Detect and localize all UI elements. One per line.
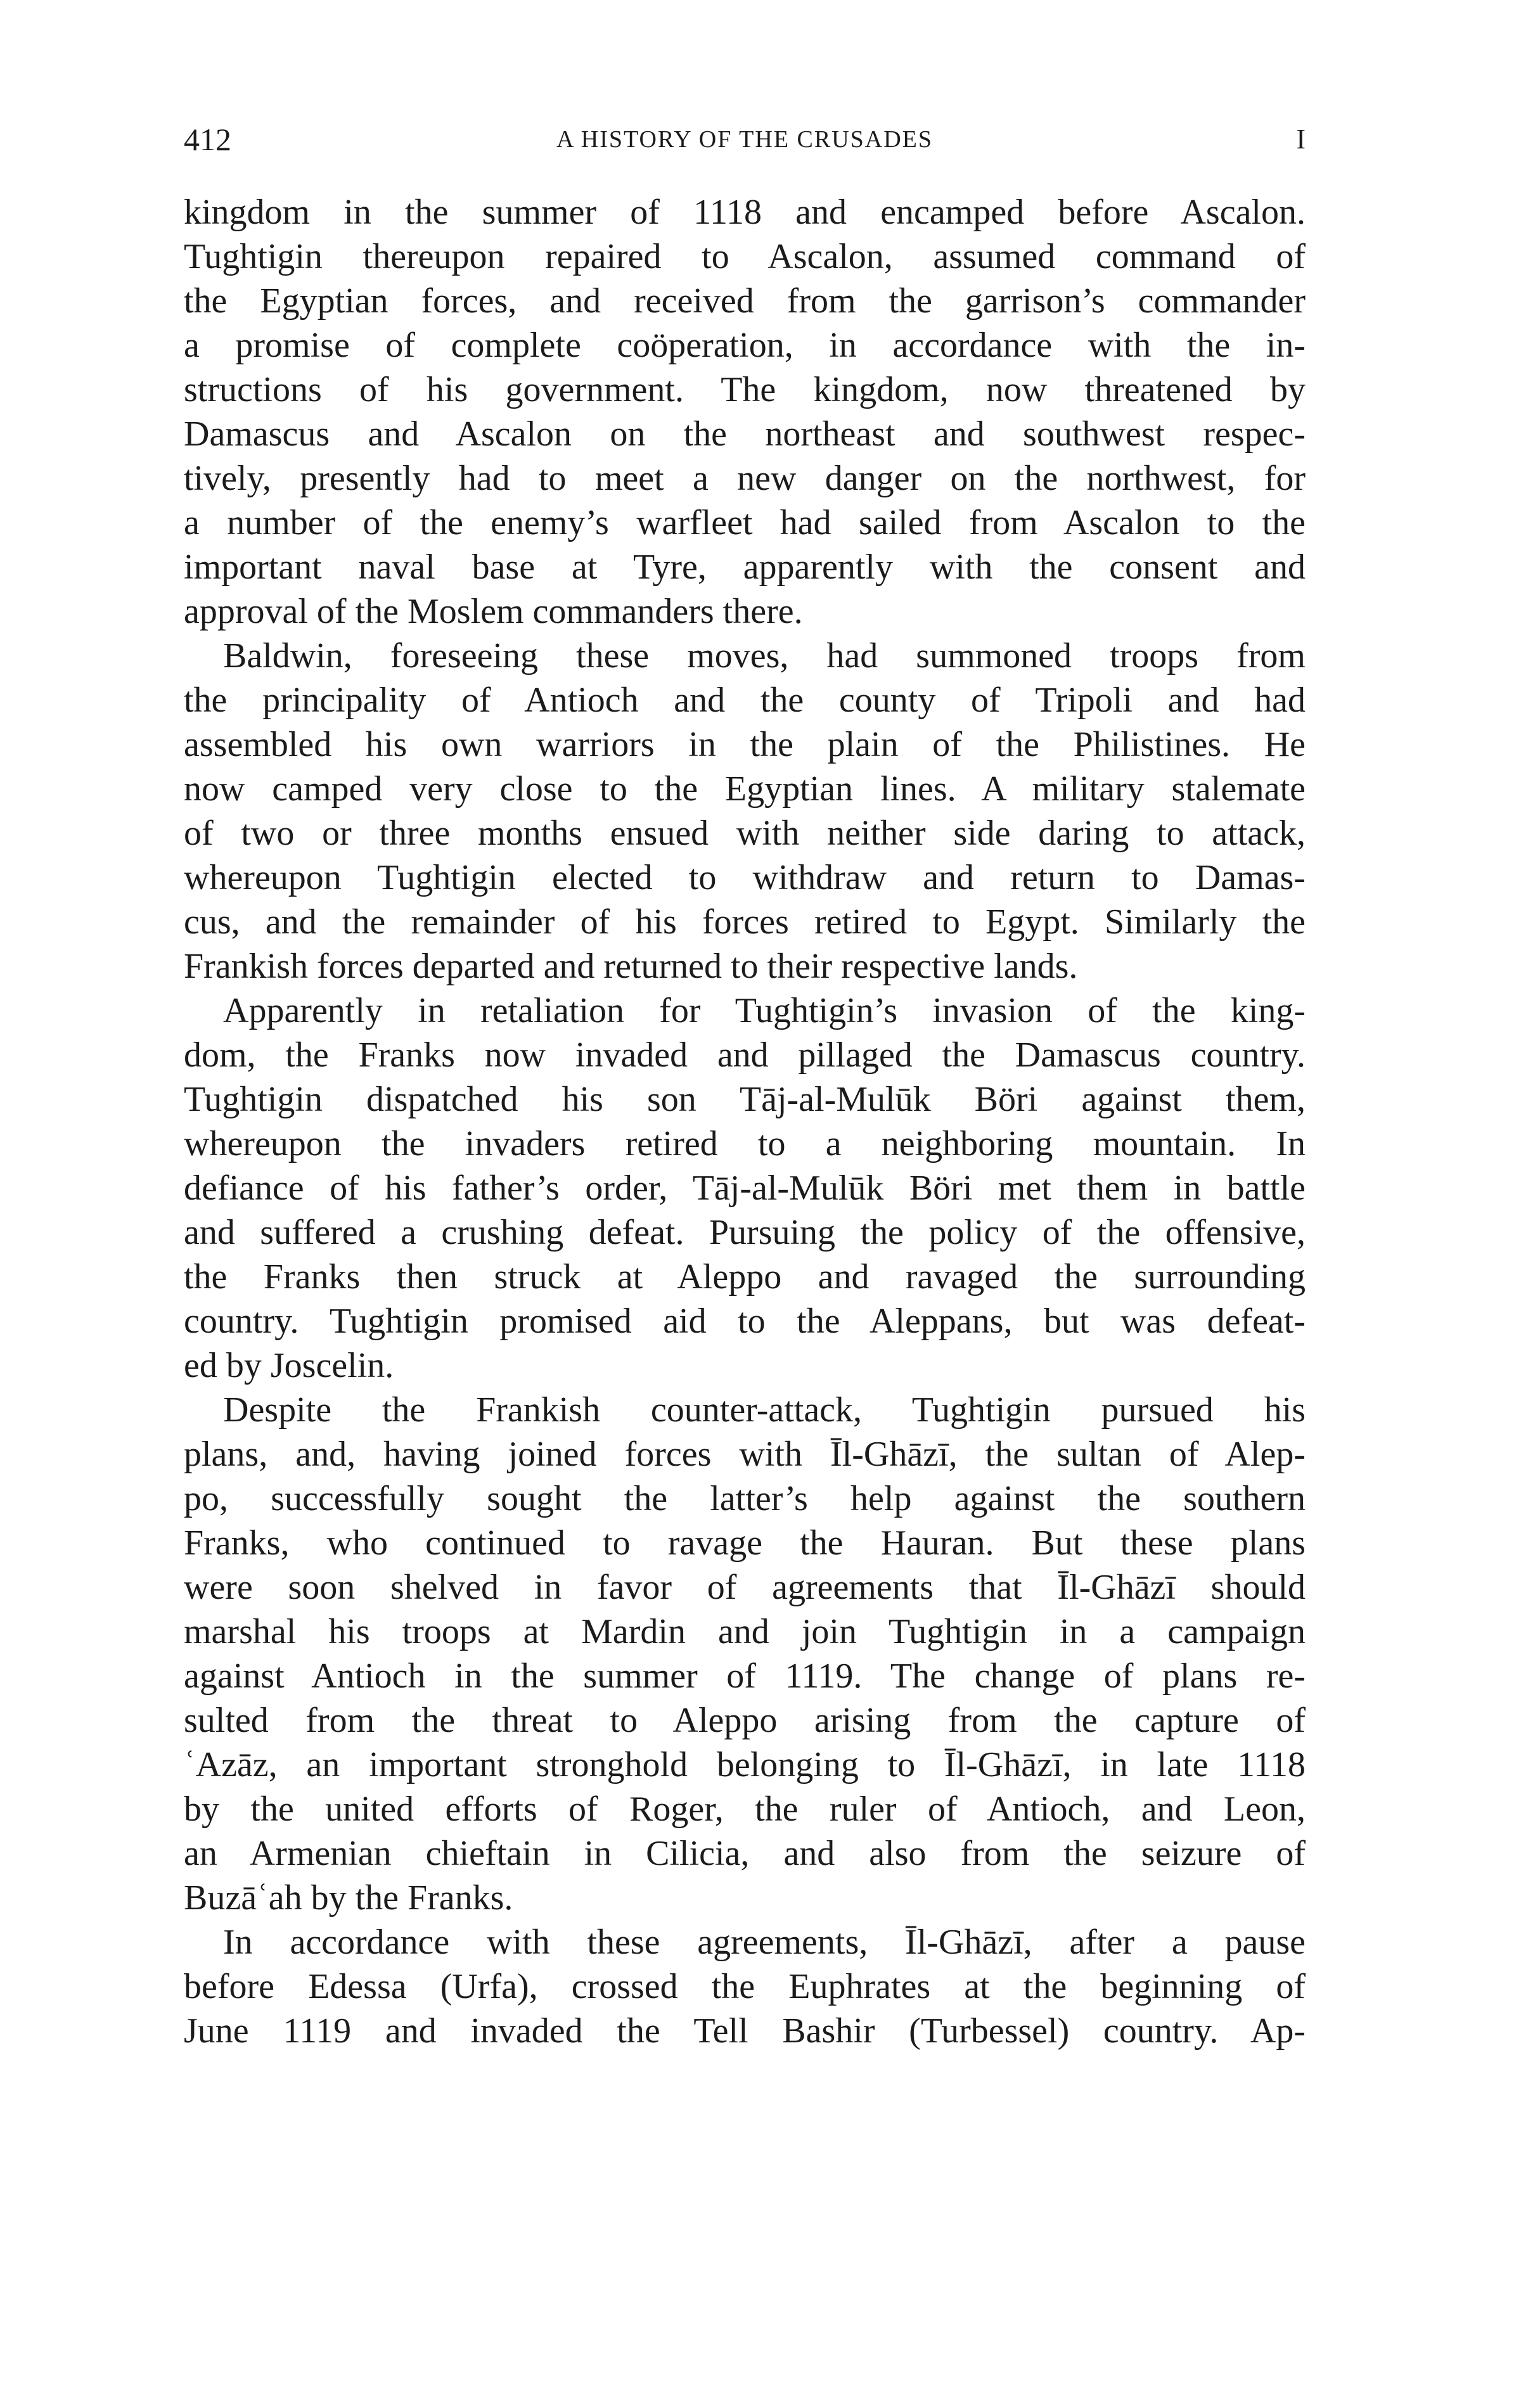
text-line: Franks, who continued to ravage the Hauran. But these plans [184, 1523, 1306, 1563]
text-line: a number of the enemy’s warfleet had sailed from Ascalon to the [184, 503, 1306, 542]
text-line: were soon shelved in favor of agreements that Īl-Ghāzī should [184, 1568, 1306, 1607]
running-title: A HISTORY OF THE CRUSADES [556, 126, 934, 153]
running-head [184, 120, 1306, 158]
text-line: and suffered a crushing defeat. Pursuing the policy of the offensive, [184, 1213, 1306, 1252]
text-line: a promise of complete coöperation, in accordance with the in- [184, 326, 1306, 365]
body-text [184, 190, 1306, 2053]
text-line: marshal his troops at Mardin and join Tughtigin in a campaign [184, 1612, 1306, 1651]
page-number: 412 [184, 122, 231, 157]
text-line: Despite the Frankish counter-attack, Tughtigin pursued his [223, 1390, 1306, 1430]
text-line: sulted from the threat to Aleppo arising from the capture of [184, 1701, 1306, 1740]
text-line: the Egyptian forces, and received from the garrison’s commander [184, 281, 1306, 321]
text-line: Frankish forces departed and returned to their respective lands. [184, 947, 1078, 986]
text-line: June 1119 and invaded the Tell Bashir (Turbessel) country. Ap- [184, 2011, 1306, 2051]
text-line: po, successfully sought the latter’s help against the southern [184, 1479, 1306, 1518]
text-line: In accordance with these agreements, Īl-Ghāzī, after a pause [223, 1923, 1306, 1962]
text-line: against Antioch in the summer of 1119. The change of plans re- [184, 1656, 1306, 1696]
text-line: Tughtigin thereupon repaired to Ascalon, assumed command of [184, 237, 1306, 276]
text-line: ʿAzāz, an important stronghold belonging to Īl-Ghāzī, in late 1118 [184, 1745, 1306, 1784]
text-line: the principality of Antioch and the county of Tripoli and had [184, 681, 1306, 720]
text-line: now camped very close to the Egyptian lines. A military stalemate [184, 769, 1306, 809]
text-line: country. Tughtigin promised aid to the Aleppans, but was defeat- [184, 1302, 1306, 1341]
text-line: dom, the Franks now invaded and pillaged the Damascus country. [184, 1035, 1306, 1075]
text-line: plans, and, having joined forces with Īl-Ghāzī, the sultan of Alep- [184, 1435, 1306, 1474]
text-line: approval of the Moslem commanders there. [184, 592, 803, 631]
text-line: Tughtigin dispatched his son Tāj-al-Mulūk Böri against them, [184, 1080, 1306, 1119]
text-line: Buzāʿah by the Franks. [184, 1878, 513, 1918]
text-line: whereupon the invaders retired to a neighboring mountain. In [184, 1124, 1306, 1163]
text-line: whereupon Tughtigin elected to withdraw and return to Damas- [184, 858, 1306, 897]
text-line: important naval base at Tyre, apparently with the consent and [184, 548, 1306, 587]
text-line: assembled his own warriors in the plain of the Philistines. He [184, 725, 1306, 764]
text-line: tively, presently had to meet a new danger on the northwest, for [184, 459, 1306, 498]
text-line: by the united efforts of Roger, the ruler of Antioch, and Leon, [184, 1790, 1306, 1829]
text-line: defiance of his father’s order, Tāj-al-Mulūk Böri met them in battle [184, 1169, 1306, 1208]
text-line: ed by Joscelin. [184, 1346, 394, 1385]
text-line: Apparently in retaliation for Tughtigin’s invasion of the king- [223, 991, 1306, 1030]
text-line: Damascus and Ascalon on the northeast and southwest respec- [184, 414, 1306, 454]
text-line: the Franks then struck at Aleppo and ravaged the surrounding [184, 1257, 1306, 1297]
volume-number: I [1296, 124, 1306, 155]
text-line: cus, and the remainder of his forces retired to Egypt. Similarly the [184, 902, 1306, 942]
text-line: of two or three months ensued with neither side daring to attack, [184, 814, 1306, 853]
text-line: Baldwin, foreseeing these moves, had summoned troops from [223, 636, 1306, 676]
text-line: before Edessa (Urfa), crossed the Euphrates at the beginning of [184, 1967, 1306, 2006]
text-line: kingdom in the summer of 1118 and encamped before Ascalon. [184, 193, 1306, 232]
text-line: an Armenian chieftain in Cilicia, and also from the seizure of [184, 1834, 1306, 1873]
text-line: structions of his government. The kingdom, now threatened by [184, 370, 1306, 409]
